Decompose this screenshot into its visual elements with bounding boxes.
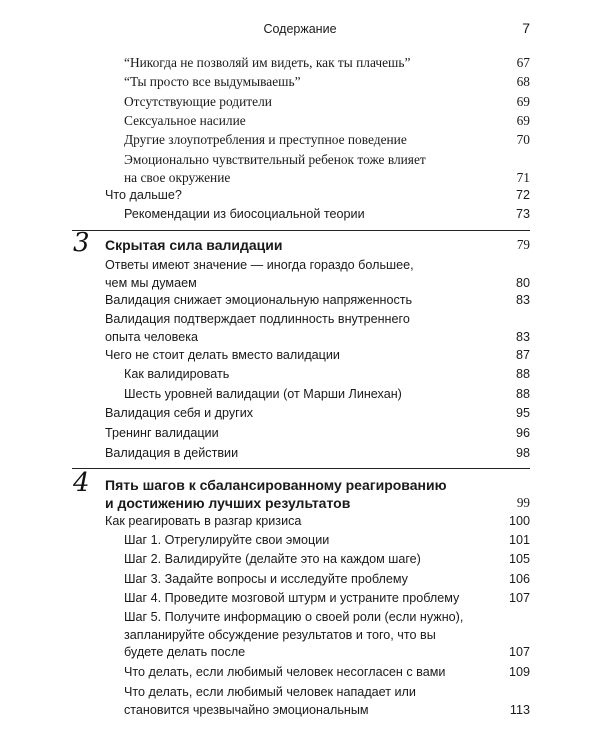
toc-entry-page: 73: [515, 207, 530, 221]
toc-entry-page: 69: [516, 94, 530, 109]
toc-entry-title: “Никогда не позволяй им видеть, как ты плачешь”: [124, 55, 411, 70]
toc-entry-title: Рекомендации из биосоциальной теории: [124, 207, 365, 221]
chapter-number: 3: [73, 228, 90, 258]
toc-entry: [105, 257, 530, 292]
toc-entry-page: 107: [508, 591, 530, 605]
toc-entry: [124, 206, 530, 224]
toc-entry-title: Что делать, если любимый человек несогласен с вами: [124, 665, 446, 679]
toc-entry: [124, 54, 530, 72]
toc-entry-page: 68: [516, 74, 530, 89]
toc-entry-title: Что делать, если любимый человек нападает или становится чрезвычайно эмоциональным: [124, 685, 416, 717]
toc-entry-title: Валидация снижает эмоциональную напряженность: [105, 293, 413, 307]
toc-entry-page: 98: [515, 446, 530, 460]
toc-entry: [124, 664, 530, 682]
toc-entry-title: Сексуальное насилие: [124, 113, 246, 128]
toc-entry-title: Валидация в действии: [105, 446, 239, 460]
chapter-page: 99: [516, 495, 530, 510]
toc-entry-title: Отсутствующие родители: [124, 94, 272, 109]
toc-entry-page: 109: [508, 665, 530, 679]
chapter-page: 79: [516, 237, 530, 252]
toc-entry-title: Чего не стоит делать вместо валидации: [105, 348, 340, 362]
chapter-heading: [0, 228, 530, 258]
toc-entry-page: 105: [508, 552, 530, 566]
toc-entry-title: “Ты просто все выдумываешь”: [124, 74, 301, 89]
toc-entry-title: Шаг 4. Проведите мозговой штурм и устраните проблему: [124, 591, 460, 605]
toc-entry-page: 95: [515, 406, 530, 420]
toc-entry: [105, 292, 530, 310]
toc-entry-title: Валидация себя и других: [105, 406, 254, 420]
toc-entry: [124, 532, 530, 550]
toc-entry-title: Эмоционально чувствительный ребенок тоже влияет на свое окружение: [124, 152, 426, 185]
toc-entry: [105, 347, 530, 365]
toc-entry-page: 69: [516, 113, 530, 128]
toc-entry: [124, 590, 530, 608]
toc-entry-title: Как реагировать в разгар кризиса: [105, 514, 302, 528]
toc-entry-title: Валидация подтверждает подлинность внутреннего опыта человека: [105, 312, 410, 344]
chapter-heading: [0, 468, 530, 512]
toc-entry-title: Другие злоупотребления и преступное поведение: [124, 132, 407, 147]
toc-entry: [124, 609, 530, 662]
toc-entry-page: 87: [515, 348, 530, 362]
toc-entry-page: 72: [515, 188, 530, 202]
toc-entry: [105, 425, 530, 443]
toc-entry-page: 100: [508, 514, 530, 528]
toc-entry-title: Шаг 2. Валидируйте (делайте это на каждом шаге): [124, 552, 421, 566]
chapter-divider: [72, 230, 530, 231]
toc-entry-title: Шаг 5. Получите информацию о своей роли (если нужно), запланируйте обсуждение результатов и того, что вы будете делать после: [124, 610, 464, 659]
toc-entry-page: 71: [516, 169, 530, 185]
toc-entry-title: Как валидировать: [124, 367, 230, 381]
toc-entry: [124, 551, 530, 569]
toc-entry-page: 80: [515, 275, 530, 290]
toc-entry-title: Шаг 1. Отрегулируйте свои эмоции: [124, 533, 330, 547]
toc-entry: [124, 366, 530, 384]
toc-entry-page: 83: [515, 293, 530, 307]
toc-entry-page: 101: [508, 533, 530, 547]
toc-entry: [105, 187, 530, 205]
toc-entry-page: 88: [515, 387, 530, 401]
toc-entry-title: Шесть уровней валидации (от Марши Линехан): [124, 387, 402, 401]
toc-entry-page: 107: [508, 645, 530, 659]
chapter-title: Пять шагов к сбалансированному реагированию и достижению лучших результатов: [105, 477, 447, 511]
toc-entry: [105, 513, 530, 531]
toc-entry-page: 83: [515, 329, 530, 344]
toc-entry-page: 67: [516, 55, 530, 70]
toc-entry: [124, 386, 530, 404]
toc-entry-page: 70: [516, 132, 530, 147]
toc-entry: [105, 311, 530, 346]
toc-entry-title: Ответы имеют значение — иногда гораздо большее, чем мы думаем: [105, 258, 414, 290]
chapter-divider: [72, 468, 530, 469]
toc-entry-title: Что дальше?: [105, 188, 182, 202]
toc-entry: [124, 93, 530, 111]
toc-entry: [124, 684, 530, 719]
toc-entry-title: Шаг 3. Задайте вопросы и исследуйте проблему: [124, 572, 408, 586]
toc-entry: [124, 112, 530, 130]
toc-entry: [105, 405, 530, 423]
chapter-title: Скрытая сила валидации: [105, 237, 283, 253]
toc-entry-page: 106: [508, 572, 530, 586]
toc-entry: [124, 571, 530, 589]
toc-entry-page: 96: [515, 426, 530, 440]
running-head-page-number: 7: [522, 20, 530, 36]
chapter-number: 4: [73, 468, 90, 498]
toc-entry: [124, 151, 530, 186]
toc-entry: [124, 73, 530, 91]
toc-entry-page: 88: [515, 367, 530, 381]
toc-entry: [124, 131, 530, 149]
toc-entry-title: Тренинг валидации: [105, 426, 219, 440]
toc-entry: [105, 445, 530, 463]
running-head-title: Содержание: [263, 22, 337, 36]
toc-entry-page: 113: [509, 702, 530, 717]
